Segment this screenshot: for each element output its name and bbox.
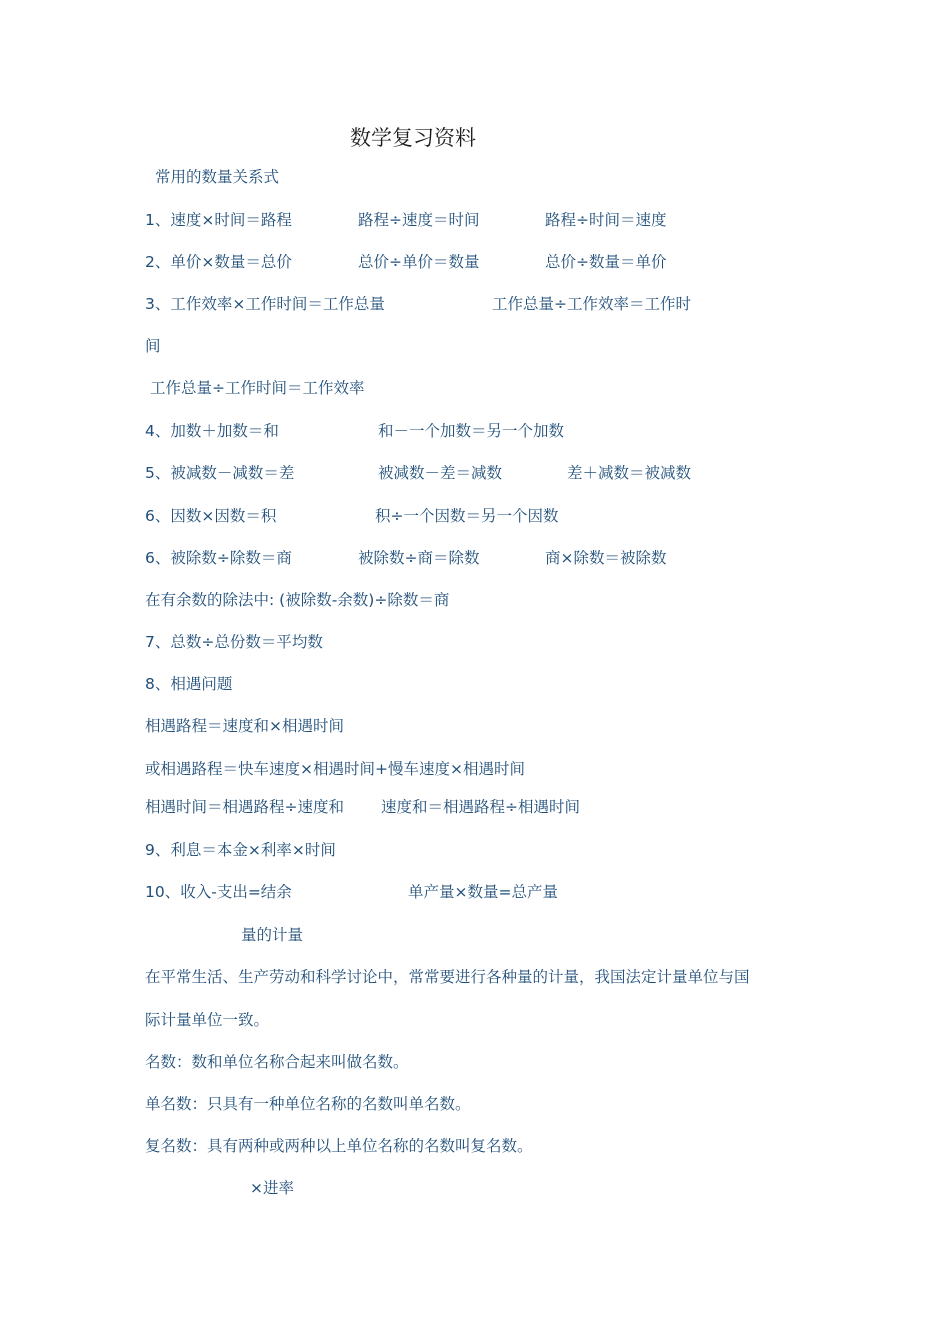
section-heading-rate: ×进率 xyxy=(250,1179,294,1197)
formula-row-3-extra: 工作总量÷工作时间＝工作效率 xyxy=(150,379,365,397)
formula: 4、加数＋加数＝和 xyxy=(145,422,279,440)
formula: 积÷一个因数＝另一个因数 xyxy=(375,507,559,525)
formula: 差＋减数＝被减数 xyxy=(567,464,692,482)
formula-remainder: 在有余数的除法中: (被除数-余数)÷除数＝商 xyxy=(145,591,450,609)
formula: 和－一个加数＝另一个加数 xyxy=(378,422,565,440)
formula: 6、被除数÷除数＝商 xyxy=(145,549,292,567)
formula: 10、收入-支出=结余 xyxy=(145,883,292,901)
formula: 速度和＝相遇路程÷相遇时间 xyxy=(381,798,580,816)
formula: 工作总量÷工作效率＝工作时 xyxy=(492,295,691,313)
formula-meet-1: 相遇路程＝速度和×相遇时间 xyxy=(145,717,344,735)
section-heading-formulas: 常用的数量关系式 xyxy=(155,168,280,186)
formula-row-9: 9、利息＝本金×利率×时间 xyxy=(145,841,336,859)
formula: 5、被减数－减数＝差 xyxy=(145,464,295,482)
definition-compound-named-number: 复名数：具有两种或两种以上单位名称的名数叫复名数。 xyxy=(145,1137,533,1155)
formula: 商×除数＝被除数 xyxy=(545,549,667,567)
formula: 总价÷数量＝单价 xyxy=(545,253,667,271)
formula: 路程÷速度＝时间 xyxy=(358,211,480,229)
formula: 总价÷单价＝数量 xyxy=(358,253,480,271)
formula: 6、因数×因数＝积 xyxy=(145,507,277,525)
formula-meet-2: 或相遇路程＝快车速度×相遇时间+慢车速度×相遇时间 xyxy=(145,760,525,778)
document-title: 数学复习资料 xyxy=(350,126,476,150)
paragraph-line-1: 在平常生活、生产劳动和科学讨论中，常常要进行各种量的计量，我国法定计量单位与国 xyxy=(145,968,750,986)
formula: 1、速度×时间＝路程 xyxy=(145,211,292,229)
formula: 被减数－差＝减数 xyxy=(378,464,503,482)
formula: 单产量×数量=总产量 xyxy=(408,883,558,901)
formula: 被除数÷商＝除数 xyxy=(358,549,480,567)
definition-single-named-number: 单名数：只具有一种单位名称的名数叫单名数。 xyxy=(145,1095,471,1113)
formula-row-8: 8、相遇问题 xyxy=(145,675,233,693)
formula: 3、工作效率×工作时间＝工作总量 xyxy=(145,295,385,313)
formula: 相遇时间＝相遇路程÷速度和 xyxy=(145,798,344,816)
definition-named-number: 名数：数和单位名称合起来叫做名数。 xyxy=(145,1053,409,1071)
formula-row-3-wrap: 间 xyxy=(145,337,161,355)
formula-row-7: 7、总数÷总份数＝平均数 xyxy=(145,633,323,651)
formula: 2、单价×数量＝总价 xyxy=(145,253,292,271)
formula: 路程÷时间＝速度 xyxy=(545,211,667,229)
paragraph-line-2: 际计量单位一致。 xyxy=(145,1011,270,1029)
section-heading-measurement: 量的计量 xyxy=(241,926,304,944)
